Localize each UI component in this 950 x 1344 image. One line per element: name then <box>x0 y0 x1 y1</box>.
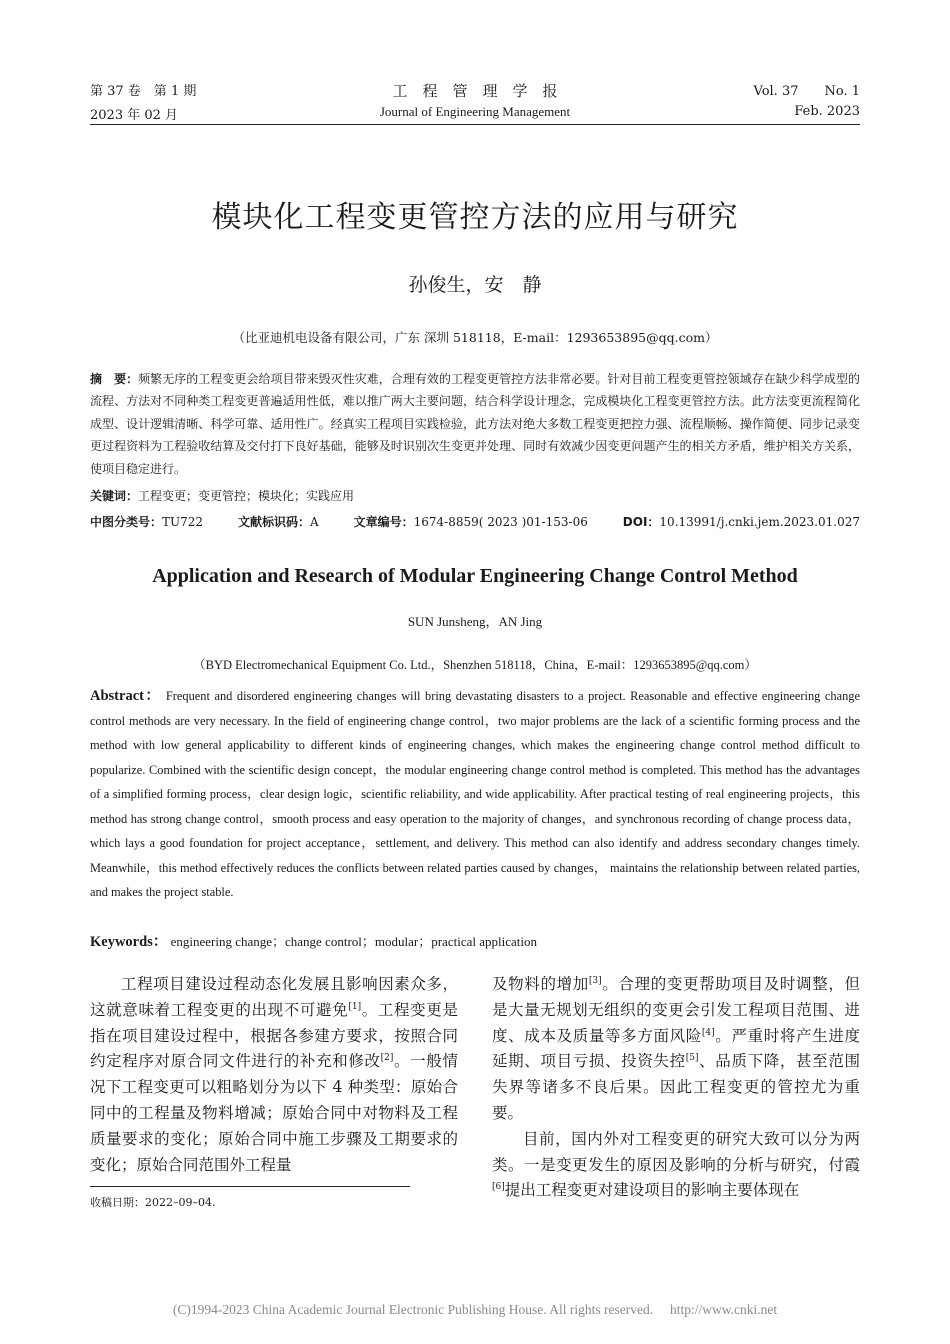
body-paragraph: 工程项目建设过程动态化发展且影响因素众多，这就意味着工程变更的出现不可避免[1]。工程变更是指在项目建设过程中，根据各参建方要求，按照合同约定程序对原合同文件进行的补充和修改[2]。一般情况下工程变更可以粗略划分为以下 4 种类型：原始合同中的工程量及物料增减；原始合同中对物料及工程质量要求的变化；原始合同中施工步骤及工期要求的变化；原始合同范围外工程量 <box>90 975 458 1174</box>
footnote-rule <box>90 1186 410 1187</box>
journal-name-cn: 工 程 管 理 学 报 <box>392 82 558 100</box>
citation-ref: [3] <box>588 975 602 986</box>
affiliation-cn: （比亚迪机电设备有限公司，广东 深圳 518118，E-mail：1293653895@qq.com） <box>232 330 718 345</box>
doi: DOI：10.13991/j.cnki.jem.2023.01.027 <box>622 515 860 529</box>
body-column-left <box>90 972 458 1178</box>
header-rule <box>90 124 860 125</box>
footnote-received-date: 收稿日期：2022–09–04. <box>90 1196 216 1209</box>
copyright-watermark: (C)1994-2023 China Academic Journal Electronic Publishing House. All rights reserved. http://www.cnki.net <box>172 1302 778 1317</box>
body-paragraph: 及物料的增加[3]。合理的变更帮助项目及时调整，但是大量无规划无组织的变更会引发工程项目范围、进度、成本及质量等多方面风险[4]。严重时将产生进度延期、项目亏损、投资失控[5]、品质下降，甚至范围失界等诸多不良后果。因此工程变更的管控尤为重要。 <box>492 975 860 1122</box>
body-paragraph: 目前，国内外对工程变更的研究大致可以分为两类。一是变更发生的原因及影响的分析与研究，付霞[6]提出工程变更对建设项目的影响主要体现在 <box>492 1129 860 1200</box>
keywords-cn-text: 工程变更；变更管控；模块化；实践应用 <box>138 489 355 503</box>
keywords-en-label: Keywords： <box>90 934 168 950</box>
abstract-en <box>90 684 860 905</box>
citation-ref: [6] <box>492 1182 505 1193</box>
body-column-right <box>492 972 860 1204</box>
article-number: 文章编号：1674-8859( 2023 )01-153-06 <box>353 515 588 529</box>
citation-ref: [5] <box>685 1053 699 1064</box>
abstract-cn-text: 频繁无序的工程变更会给项目带来毁灭性灾难，合理有效的工程变更管控方法非常必要。针对目前工程变更管控领域存在缺少科学成型的流程、方法对不同种类工程变更普遍适用性低，难以推广两大主要问题，结合科学设计理念，完成模块化工程变更管控方法。此方法变更流程简化成型、设计逻辑清晰、科学可靠、适用性广。经真实工程项目实践检验，此方法对绝大多数工程变更把控力强、流程顺畅、操作简便、同步记录变更过程资料为工程验收结算及交付打下良好基础，能够及时识别次生变更并处理、同时有效减少因变更问题产生的相关方矛盾，维护相关方关系，使项目稳定进行。 <box>90 372 860 476</box>
abstract-cn <box>90 368 860 480</box>
clc-code: 中图分类号：TU722 <box>90 515 204 529</box>
keywords-en-text: engineering change；change control；modular；practical application <box>170 934 537 949</box>
volume-issue: 第 37 卷 第 1 期 <box>90 84 197 99</box>
date-cn: 2023 年 02 月 <box>90 108 179 123</box>
citation-ref: [4] <box>701 1027 715 1038</box>
doc-code: 文献标识码：A <box>237 515 319 529</box>
citation-ref: [2] <box>380 1053 394 1064</box>
authors-cn: 孙俊生，安 静 <box>408 274 542 296</box>
vol-en: Vol. 37 No. 1 <box>753 84 860 99</box>
citation-ref: [1] <box>348 1001 362 1012</box>
title-en: Application and Research of Modular Engineering Change Control Method <box>152 565 798 587</box>
classification-row <box>90 513 860 530</box>
authors-en: SUN Junsheng，AN Jing <box>407 614 543 629</box>
abstract-en-text: Frequent and disordered engineering changes will bring devastating disasters to a project. Reasonable and effective engineering change control methods are very necessary. In the field of engineering change control，two major problems are the lack of a scientific forming process and the method with low general applicability to different kinds of engineering changes, which makes the engineering change control method difficult to popularize. Combined with the scientific design concept，the modular engineering change control method is completed. This method has the advantages of a simplified forming process，clear design logic，scientific reliability, and wide applicability. After practical testing of real engineering projects，this method has strong change control，smooth process and easy operation to the majority of changes，and synchronous recording of change process data，which lays a good foundation for project acceptance，settlement, and delivery. This method can also identify and address secondary changes timely. Meanwhile，this method effectively reduces the conflicts between related parties caused by changes， maintains the relationship between related parties, and makes the project stable. <box>90 689 860 899</box>
date-en: Feb. 2023 <box>794 104 860 119</box>
journal-name-en: Journal of Engineering Management <box>379 104 571 119</box>
abstract-en-label: Abstract： <box>90 688 162 704</box>
keywords-cn <box>90 487 860 504</box>
keywords-en <box>90 930 860 951</box>
title-cn: 模块化工程变更管控方法的应用与研究 <box>211 200 739 235</box>
affiliation-en: （BYD Electromechanical Equipment Co. Ltd.，Shenzhen 518118，China，E-mail：1293653895@qq.com） <box>193 658 757 672</box>
keywords-cn-label: 关键词： <box>90 489 139 503</box>
abstract-cn-label: 摘 要： <box>90 372 139 386</box>
